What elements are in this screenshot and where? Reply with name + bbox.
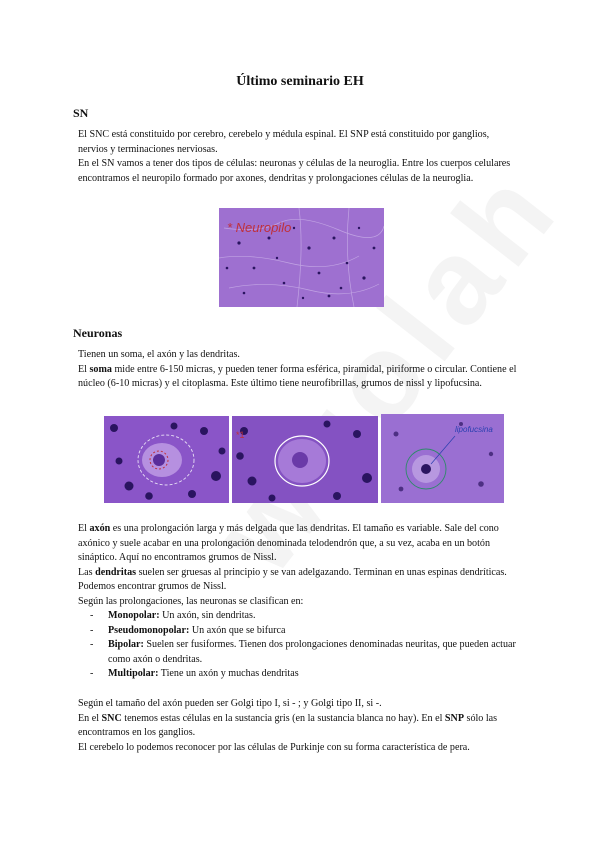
neuronas-paragraph-2: El soma mide entre 6-150 micras, y pueden tener forma esférica, piramidal, piriforme o circular. Contiene el núcleo (6-10 micras) y el citoplasma. Este último tiene neurofibrillas, grumos de nissl y lipofucsina. xyxy=(78,363,517,389)
lipofucsina-annotation: lipofucsina xyxy=(455,425,493,434)
sn-paragraph-2: En el SN vamos a tener dos tipos de células: neuronas y células de la neuroglia. Entre los cuerpos celulares encontramos el neuropilo formado por axones, dendritas y prolongaciones células de la neuroglia. xyxy=(78,158,511,184)
neuronas-text xyxy=(78,348,518,392)
dendritas-paragraph: Las dendritas suelen ser gruesas al principio y se van adelgazando. Terminan en unas espinas dendríticas. Podemos encontrar grumos de Nissl. xyxy=(78,566,507,592)
neuron-image-2 xyxy=(232,416,378,503)
axon-paragraph: El axón es una prolongación larga y más delgada que las dendritas. El tamaño es variable. Sale del cono axónico y suele acabar en una prolongación denominada telodendrón que, a su vez, acaba en un botón sináptico. Aquí no encontramos grumos de Nissl. xyxy=(78,523,499,563)
purkinje-paragraph: El cerebelo lo podemos reconocer por las células de Purkinje con su forma característica de pera. xyxy=(78,741,470,753)
neuronas-paragraph-1: Tienen un soma, el axón y las dendritas. xyxy=(78,349,240,360)
snc-paragraph: En el SNC tenemos estas células en la sustancia gris (en la sustancia blanca no hay). En el SNP sólo las encontramos en los ganglios. xyxy=(78,712,498,738)
neuron-image-3 xyxy=(381,414,504,503)
list-item: - Bipolar: Suelen ser fusiformes. Tienen dos prolongaciones denominadas neuritas, que pueden actuar como axón o dendritas. xyxy=(78,638,518,667)
section-heading-sn: SN xyxy=(73,106,89,120)
neuron-image-1 xyxy=(104,416,229,503)
clasificacion-intro: Según las prolongaciones, las neuronas se clasifican en: xyxy=(78,595,304,607)
axon-dendrite-text xyxy=(78,522,518,682)
page-title: Último seminario EH xyxy=(236,74,364,89)
list-item: - Multipolar: Tiene un axón y muchas dendritas xyxy=(78,667,518,682)
final-text xyxy=(78,697,518,755)
svg-text:*1: *1 xyxy=(236,430,245,440)
golgi-paragraph: Según el tamaño del axón pueden ser Golgi tipo I, si - ; y Golgi tipo II, si -. xyxy=(78,698,382,709)
clasificacion-list xyxy=(78,609,518,682)
sn-paragraph-1: El SNC está constituido por cerebro, cerebelo y médula espinal. El SNP está constituido por ganglios, nervios y terminaciones nerviosas. xyxy=(78,129,490,155)
list-item: - Monopolar: Un axón, sin dendritas. xyxy=(78,609,518,624)
neuropilo-image xyxy=(219,208,384,307)
sn-text xyxy=(78,128,518,186)
section-heading-neuronas: Neuronas xyxy=(73,326,123,340)
list-item: - Pseudomonopolar: Un axón que se bifurca xyxy=(78,624,518,639)
neuropilo-annotation: * Neuropilo xyxy=(227,220,292,235)
